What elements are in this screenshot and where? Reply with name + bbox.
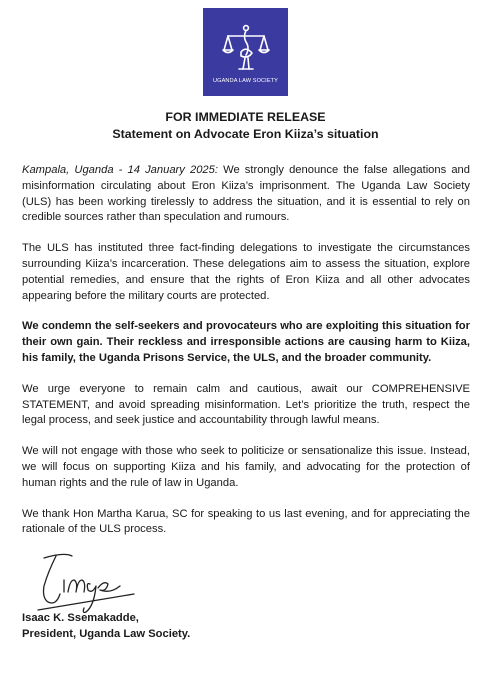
release-label: FOR IMMEDIATE RELEASE — [165, 110, 326, 124]
scales-of-justice-crane-icon — [222, 22, 270, 72]
uls-logo — [203, 8, 288, 96]
paragraph-3-condemnation: We condemn the self-seekers and provocateurs who are exploiting this situation for their own gain. Their reckless and irresponsible actions are causing harm to Kiiza, his family, the Uganda Prisons Service, the ULS, and the broader community. — [22, 320, 470, 364]
paragraph-1 — [22, 163, 470, 226]
paragraph-6: We thank Hon Martha Karua, SC for speaking to us last evening, and for appreciating the rationale of the ULS process. — [22, 507, 470, 536]
statement-body — [22, 163, 470, 553]
paragraph-4: We urge everyone to remain calm and cautious, await our COMPREHENSIVE STATEMENT, and avoid spreading misinformation. Let’s prioritize the truth, respect the legal process, and seek justice and accountability through lawful means. — [22, 382, 470, 427]
paragraph-5: We will not engage with those who seek to politicize or sensationalize this issue. Instead, we will focus on supporting Kiiza and his family, and advocating for the protection of human rights and the rule of law in Uganda. — [22, 445, 470, 489]
signatory-name: Isaac K. Ssemakadde, — [22, 612, 139, 624]
paragraph-2: The ULS has instituted three fact-finding delegations to investigate the circumstances surrounding Kiiza’s incarceration. These delegations aim to assess the situation, explore potential remedies, and ensure that the rights of Eron Kiiza and all other advocates appearing before the military courts are protected. — [22, 242, 470, 302]
release-heading — [0, 109, 491, 143]
signoff — [22, 610, 190, 642]
signatory-title: President, Uganda Law Society. — [22, 628, 191, 640]
dateline: Kampala, Uganda - 14 January 2025: — [22, 164, 218, 176]
statement-title: Statement on Advocate Eron Kiiza’s situation — [112, 127, 379, 141]
logo-caption: UGANDA LAW SOCIETY — [213, 78, 278, 84]
paragraph-1-text: We strongly denounce the false allegations and misinformation circulating about Eron Kiiza’s imprisonment. The Uganda Law Society (ULS) has been working tirelessly to address the situation, and it is essential to rely on credible sources rather than speculation and rumours. — [22, 164, 470, 224]
